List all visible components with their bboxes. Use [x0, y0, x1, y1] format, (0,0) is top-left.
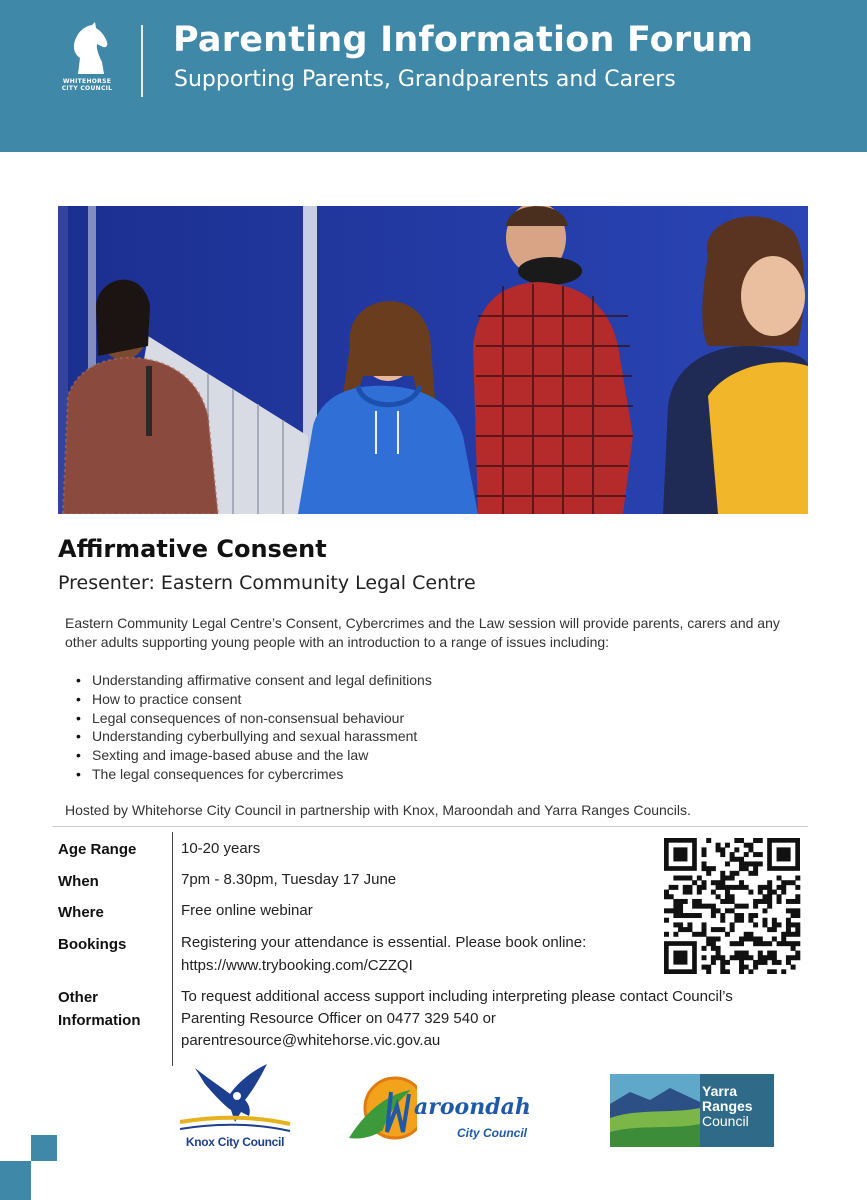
other-info-text: To request additional access support including interpreting please contact Council’s: [181, 988, 733, 1005]
other-info-label-line2: Information: [58, 1012, 141, 1029]
horse-head-icon: [64, 22, 110, 76]
session-intro: Eastern Community Legal Centre’s Consent, Cybercrimes and the Law session will provide parents, carers and any other adults supporting young people with an introduction to a range of issues including:: [65, 615, 780, 650]
bookings-link[interactable]: https://www.trybooking.com/CZZQI: [181, 957, 413, 974]
yarra-line2: Ranges: [702, 1098, 753, 1114]
when-label: When: [58, 873, 99, 890]
section-divider: [52, 826, 808, 827]
knox-name: Knox City Council: [185, 1135, 285, 1149]
when-value: 7pm - 8.30pm, Tuesday 17 June: [181, 871, 397, 888]
topic-item: • The legal consequences for cybercrimes: [74, 765, 774, 784]
eagle-icon: [175, 1060, 295, 1135]
header-divider: [141, 25, 143, 97]
maroondah-subtitle: City Council: [457, 1126, 528, 1140]
maroondah-emblem-icon: [347, 1072, 417, 1152]
topic-item: • Understanding affirmative consent and legal definitions: [74, 671, 774, 690]
yarra-ranges-logo: [610, 1074, 774, 1147]
whitehorse-logo: [52, 22, 122, 102]
yarra-ranges-name: [702, 1084, 753, 1129]
other-info-phone: Parenting Resource Officer on 0477 329 540 or: [181, 1010, 496, 1027]
topic-list: [74, 671, 774, 784]
qr-code[interactable]: [664, 838, 802, 974]
details-divider: [172, 832, 173, 1066]
hosted-by-text: Hosted by Whitehorse City Council in partnership with Knox, Maroondah and Yarra Ranges Councils.: [65, 802, 691, 818]
topic-item: • Sexting and image-based abuse and the law: [74, 746, 774, 765]
knox-logo: [175, 1060, 295, 1155]
hero-photo: [58, 206, 808, 514]
topic-item: • Legal consequences of non-consensual behaviour: [74, 709, 774, 728]
session-title: Affirmative Consent: [58, 535, 327, 563]
corner-decoration: [0, 1161, 31, 1200]
where-label: Where: [58, 904, 104, 921]
topic-item: • Understanding cyberbullying and sexual harassment: [74, 727, 774, 746]
age-range-value: 10-20 years: [181, 840, 261, 857]
yarra-line1: Yarra: [702, 1083, 738, 1099]
page-title: Parenting Information Forum: [173, 20, 754, 60]
maroondah-name: aroondah: [414, 1094, 531, 1120]
where-value: Free online webinar: [181, 902, 313, 919]
bookings-text: Registering your attendance is essential. Please book online:: [181, 934, 587, 951]
page-subtitle: Supporting Parents, Grandparents and Carers: [174, 67, 676, 92]
age-range-label: Age Range: [58, 841, 137, 858]
other-info-email[interactable]: parentresource@whitehorse.vic.gov.au: [181, 1032, 441, 1049]
landscape-icon: [610, 1074, 700, 1147]
topic-item: • How to practice consent: [74, 690, 774, 709]
yarra-line3: Council: [702, 1113, 749, 1129]
header-banner: [0, 0, 867, 152]
other-info-label: [58, 986, 141, 1032]
corner-decoration: [31, 1135, 57, 1161]
maroondah-logo: [347, 1072, 547, 1152]
logo-text: WHITEHORSE CITY COUNCIL: [61, 78, 113, 92]
bookings-label: Bookings: [58, 936, 127, 953]
other-info-label-line1: Other: [58, 989, 99, 1006]
session-presenter: Presenter: Eastern Community Legal Centre: [58, 572, 476, 594]
